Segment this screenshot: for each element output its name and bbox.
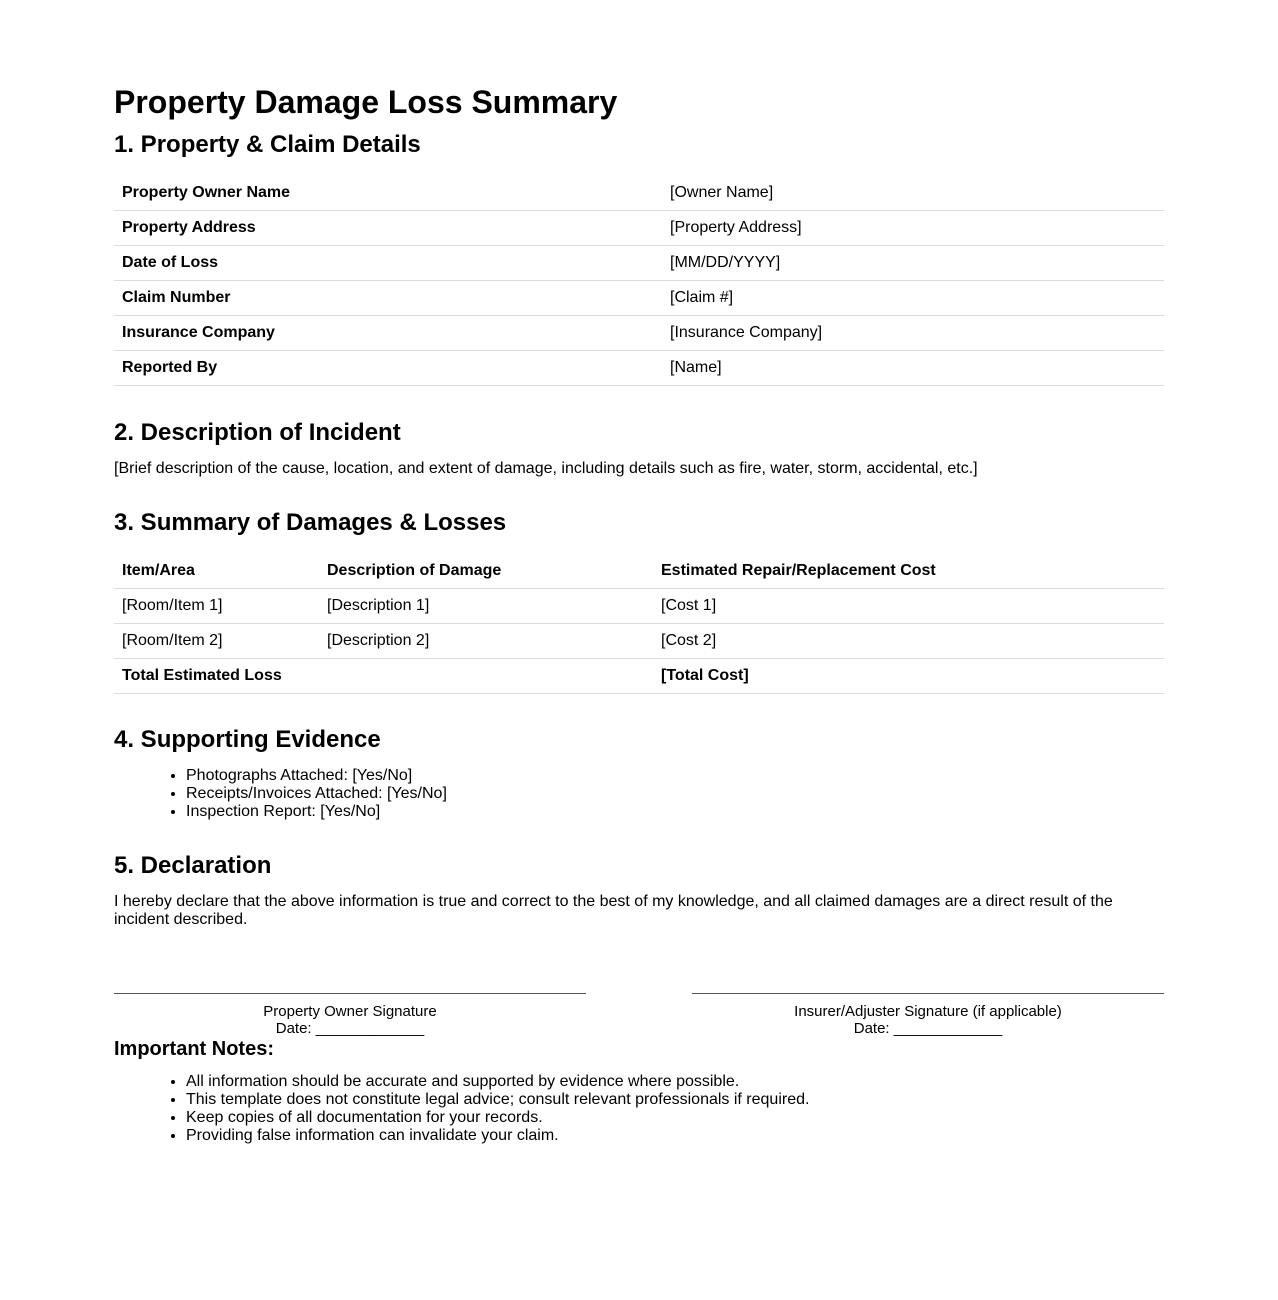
list-item: • Providing false information can invalidate your claim. — [186, 1127, 1164, 1145]
row-label: Reported By — [114, 351, 662, 386]
table-row — [114, 211, 1164, 246]
signature-row — [114, 993, 1164, 1037]
section1-heading: 1. Property & Claim Details — [114, 131, 421, 158]
notes-list — [114, 1073, 1164, 1145]
table-row — [114, 589, 1164, 624]
table-cell: [Description 2] — [319, 624, 653, 659]
row-label: Claim Number — [114, 281, 662, 316]
notes-title: Important Notes: — [114, 1038, 274, 1060]
table-cell: [Description 1] — [319, 589, 653, 624]
list-item: • Receipts/Invoices Attached: [Yes/No] — [186, 785, 1164, 803]
insurer-signature-block — [692, 993, 1164, 1037]
table-cell: [Room/Item 2] — [114, 624, 319, 659]
table-row — [114, 176, 1164, 211]
total-value: [Total Cost] — [653, 659, 1164, 694]
row-value: [Name] — [662, 351, 1164, 386]
document-title: Property Damage Loss Summary — [114, 84, 618, 120]
incident-description: [Brief description of the cause, location, and extent of damage, including details such as fire, water, storm, accidental, etc.] — [114, 460, 978, 477]
table-row — [114, 281, 1164, 316]
row-value: [Insurance Company] — [662, 316, 1164, 351]
row-label: Insurance Company — [114, 316, 662, 351]
insurer-signature-label: Insurer/Adjuster Signature (if applicable) — [794, 1003, 1062, 1020]
total-label: Total Estimated Loss — [114, 659, 653, 694]
property-claim-table — [114, 176, 1164, 386]
list-item: • Keep copies of all documentation for your records. — [186, 1109, 1164, 1127]
row-value: [Claim #] — [662, 281, 1164, 316]
row-value: [MM/DD/YYYY] — [662, 246, 1164, 281]
declaration-text: I hereby declare that the above information is true and correct to the best of my knowledge, and all claimed damages are a direct result of the incident described. — [114, 893, 1113, 928]
table-cell: [Cost 2] — [653, 624, 1164, 659]
list-item: • Photographs Attached: [Yes/No] — [186, 767, 1164, 785]
section5-heading: 5. Declaration — [114, 852, 272, 879]
section2-heading: 2. Description of Incident — [114, 419, 401, 446]
owner-date-field: Date: _____________ — [275, 1020, 425, 1037]
row-value: [Property Address] — [662, 211, 1164, 246]
column-header: Estimated Repair/Replacement Cost — [653, 554, 1164, 589]
list-item: • This template does not constitute legal advice; consult relevant professionals if required. — [186, 1091, 1164, 1109]
table-row — [114, 351, 1164, 386]
table-row — [114, 246, 1164, 281]
list-item: • Inspection Report: [Yes/No] — [186, 803, 1164, 821]
row-label: Property Address — [114, 211, 662, 246]
column-header: Description of Damage — [319, 554, 653, 589]
section3-heading: 3. Summary of Damages & Losses — [114, 509, 507, 536]
owner-signature-label: Property Owner Signature — [263, 1003, 437, 1020]
document-content — [114, 82, 1164, 1145]
damages-table — [114, 554, 1164, 694]
column-header: Item/Area — [114, 554, 319, 589]
owner-signature-block — [114, 993, 586, 1037]
evidence-list — [114, 767, 1164, 821]
list-item: • All information should be accurate and supported by evidence where possible. — [186, 1073, 1164, 1091]
table-row — [114, 624, 1164, 659]
table-header-row — [114, 554, 1164, 589]
section4-heading: 4. Supporting Evidence — [114, 726, 381, 753]
table-row — [114, 316, 1164, 351]
table-cell: [Cost 1] — [653, 589, 1164, 624]
total-row — [114, 659, 1164, 694]
row-label: Date of Loss — [114, 246, 662, 281]
row-label: Property Owner Name — [114, 176, 662, 211]
table-cell: [Room/Item 1] — [114, 589, 319, 624]
insurer-date-field: Date: _____________ — [853, 1020, 1003, 1037]
row-value: [Owner Name] — [662, 176, 1164, 211]
